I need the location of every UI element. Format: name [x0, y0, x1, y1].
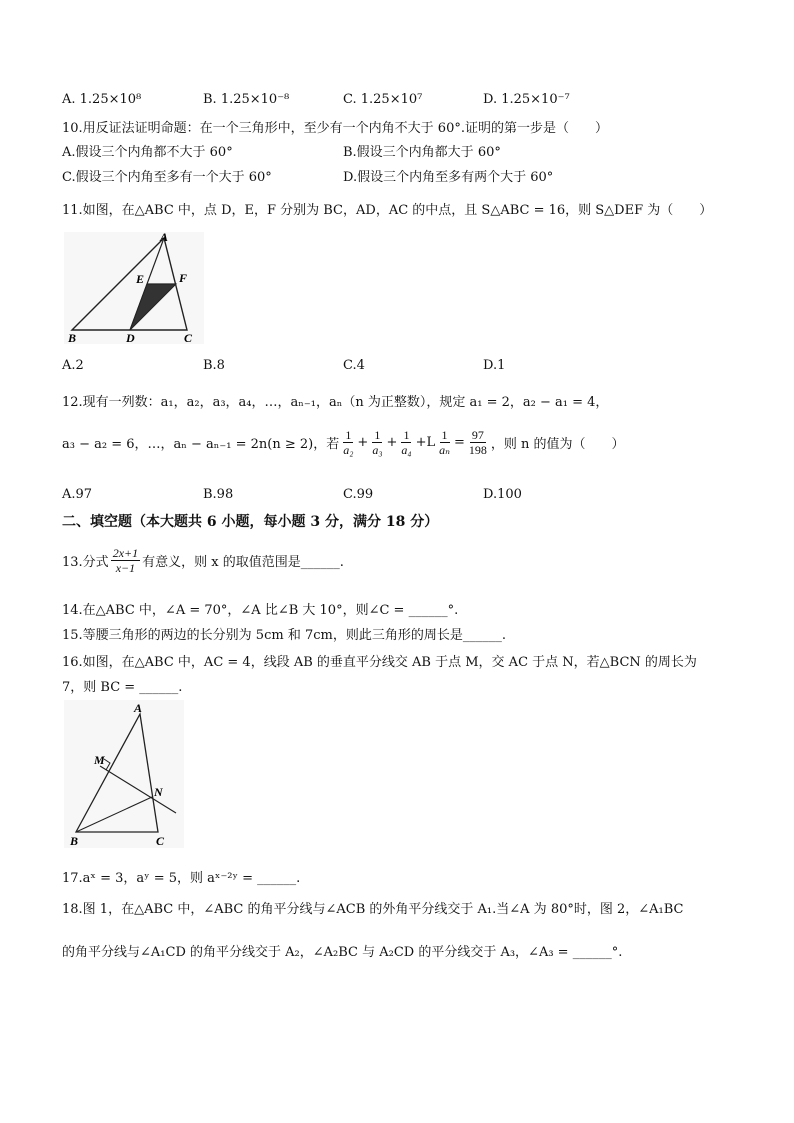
label-b: B — [68, 331, 77, 344]
q17: 17.aˣ = 3，aʸ = 5，则 aˣ⁻²ʸ = ______. — [62, 871, 301, 886]
q12-frac-1: $\frac{1}{\text{a₂}}$ — [343, 428, 354, 457]
q12-frac-2: $\frac{1}{\text{a₃}}$ — [372, 428, 383, 457]
label-m: M — [94, 753, 105, 767]
section-2-heading: 二、填空题（本大题共 6 小题，每小题 3 分，满分 18 分） — [62, 514, 439, 530]
q10-stem: 10.用反证法证明命题：在一个三角形中，至少有一个内角不大于 60°.证明的第一步是（ ） — [62, 121, 608, 136]
q10-option-c: C.假设三个内角至多有一个大于 60° — [62, 170, 272, 185]
q13-fraction: $\frac{2x+1}{x-1}$ — [112, 546, 139, 575]
q12-line1: 12.现有一列数：a₁，a₂，a₃，a₄，…，aₙ₋₁，aₙ（n 为正整数），规定 a₁ = 2，a₂ − a₁ = 4， — [62, 395, 609, 410]
q12-frac-sum: $\frac{97}{198}$ — [468, 428, 487, 457]
q9-option-d: D. 1.25×10⁻⁷ — [483, 92, 570, 107]
label-b: B — [70, 834, 79, 848]
q11-option-a: A.2 — [62, 358, 84, 373]
label-d: D — [126, 331, 135, 344]
q12-frac-3: $\frac{1}{\text{a₄}}$ — [401, 428, 412, 457]
q12-line2-pre: a₃ − a₂ = 6，…，aₙ − aₙ₋₁ = 2n(n ≥ 2)，若 — [62, 437, 340, 452]
label-c: C — [156, 834, 165, 848]
q11-option-d: D.1 — [483, 358, 506, 373]
q14: 14.在△ABC 中，∠A = 70°，∠A 比∠B 大 10°，则∠C = ______°. — [62, 603, 459, 618]
q18-line1: 18.图 1，在△ABC 中，∠ABC 的角平分线与∠ACB 的外角平分线交于 A₁.当∠A 为 80°时，图 2，∠A₁BC — [62, 902, 684, 917]
q10-option-b: B.假设三个内角都大于 60° — [343, 145, 501, 160]
q13-pre: 13.分式 — [62, 555, 109, 570]
q12-line2: a₃ − a₂ = 6，…，aₙ − aₙ₋₁ = 2n(n ≥ 2)，若 $\frac{1}{\text{a₂}}$ + $\frac{1}{\text{a₃}}$ + $\frac{1}{\text{a₄}}$ +L $\frac{1}{\text{aₙ}}$ = $\frac{97}{198}$ ，则 n 的值为（ ） — [62, 428, 625, 457]
q18-line2: 的角平分线与∠A₁CD 的角平分线交于 A₂，∠A₂BC 与 A₂CD 的平分线交于 A₃，∠A₃ = ______°. — [62, 945, 623, 960]
q10-option-a: A.假设三个内角都不大于 60° — [62, 145, 233, 160]
q12-frac-4: $\frac{1}{\text{aₙ}}$ — [439, 428, 450, 457]
q12-line2-post: ，则 n 的值为（ ） — [490, 437, 625, 452]
q11-option-c: C.4 — [343, 358, 365, 373]
label-a: A — [134, 701, 143, 715]
label-f: F — [179, 271, 188, 285]
label-c: C — [184, 331, 193, 344]
q15: 15.等腰三角形的两边的长分别为 5cm 和 7cm，则此三角形的周长是______. — [62, 628, 506, 643]
q13-post: 有意义，则 x 的取值范围是______. — [142, 555, 344, 570]
q11-stem: 11.如图，在△ABC 中，点 D，E，F 分别为 BC，AD，AC 的中点，且 S△ABC = 16，则 S△DEF 为（ ） — [62, 203, 713, 218]
q12-option-c: C.99 — [343, 487, 374, 502]
q9-option-b: B. 1.25×10⁻⁸ — [203, 92, 290, 107]
q10-option-d: D.假设三个内角至多有两个大于 60° — [343, 170, 554, 185]
label-a: A — [160, 232, 169, 244]
q12-option-b: B.98 — [203, 487, 234, 502]
q11-option-b: B.8 — [203, 358, 225, 373]
q13 — [62, 546, 344, 575]
q16-line2: 7，则 BC = ______. — [62, 680, 183, 695]
q12-option-d: D.100 — [483, 487, 522, 502]
q16-figure — [64, 700, 184, 848]
label-n: N — [154, 785, 163, 799]
label-e: E — [136, 272, 145, 286]
q16-line1: 16.如图，在△ABC 中，AC = 4，线段 AB 的垂直平分线交 AB 于点 M，交 AC 于点 N，若△BCN 的周长为 — [62, 655, 697, 670]
q11-figure — [64, 232, 204, 344]
q9-option-c: C. 1.25×10⁷ — [343, 92, 423, 107]
q9-option-a: A. 1.25×10⁸ — [62, 92, 142, 107]
q12-option-a: A.97 — [62, 487, 93, 502]
